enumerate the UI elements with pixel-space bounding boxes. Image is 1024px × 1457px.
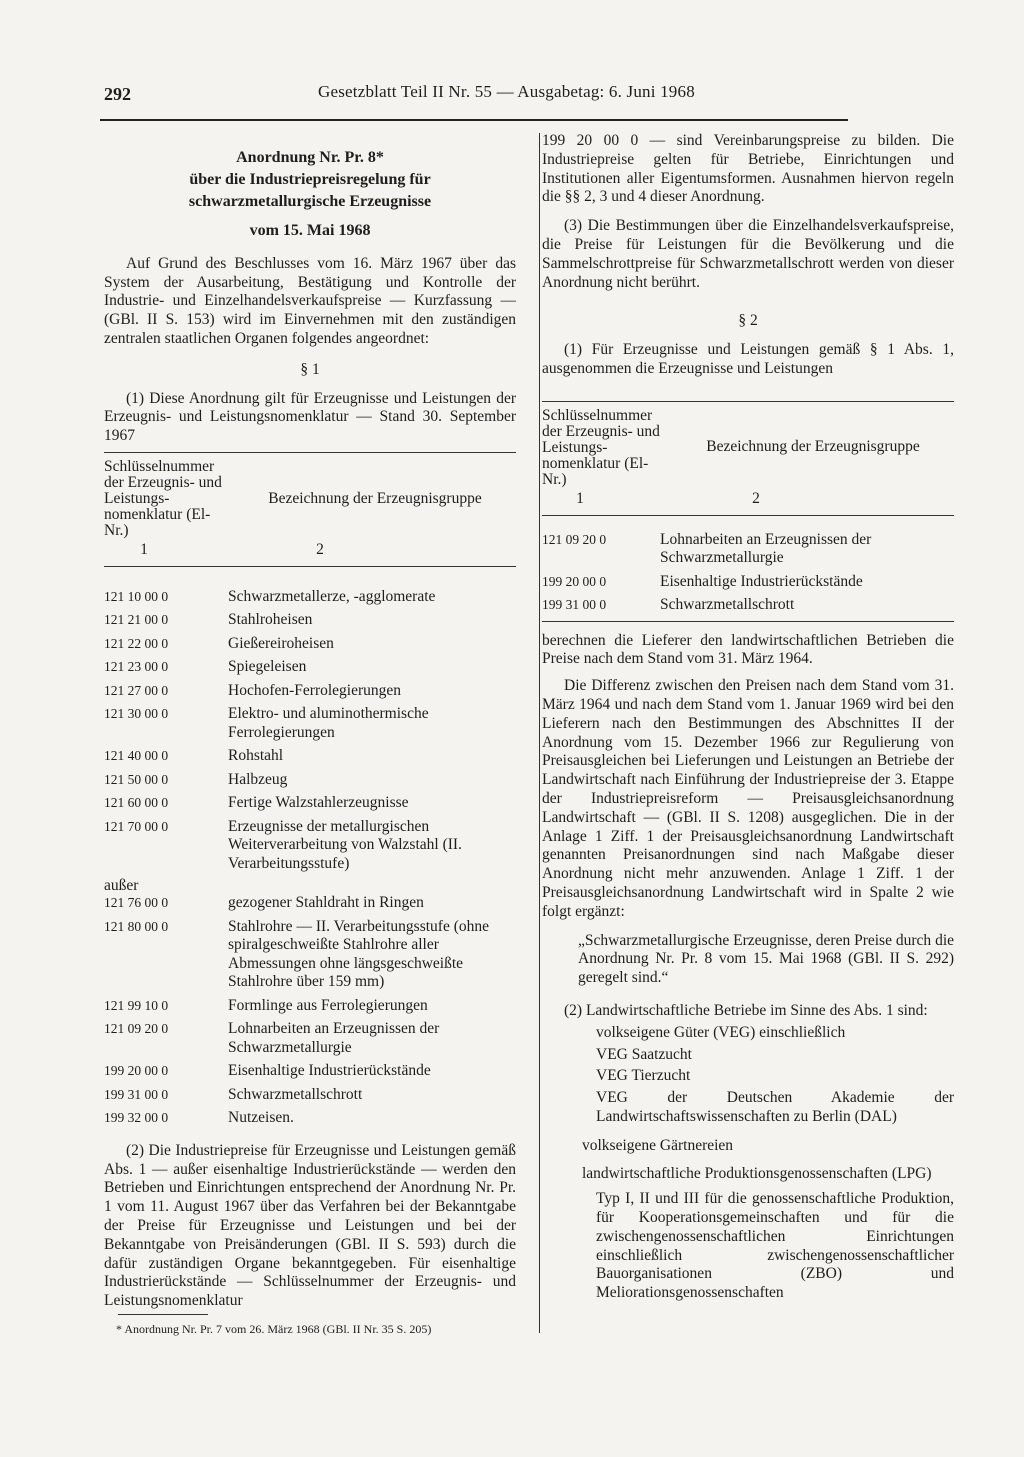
section-1-paragraph-1: (1) Diese Anordnung gilt für Erzeugnisse und Leistungen der Erzeugnis- und Leistungsnomenklatur — Stand 30. September 1967	[104, 389, 516, 445]
row-desc: Eisenhaltige Industrierückstände	[228, 1062, 431, 1080]
row-code: 199 20 00 0	[542, 573, 607, 589]
row-code: 121 99 10 0	[104, 997, 169, 1013]
table-row	[104, 918, 516, 992]
table-row	[104, 705, 516, 742]
row-code: 199 20 00 0	[104, 1063, 169, 1079]
left-table	[104, 459, 516, 1128]
table-header-rule	[104, 566, 516, 567]
right-table-header-numbers	[542, 490, 954, 509]
row-desc: Stahlrohre — II. Verarbeitungsstufe (ohne spiralgeschweißte Stahlrohre aller Abmessungen ohne längsgeschweißte Stahlrohre über 159 mm)	[228, 917, 489, 991]
table-top-rule	[104, 452, 516, 453]
table-col-number-1: 1	[140, 540, 148, 558]
row-desc: Schwarzmetallschrott	[228, 1085, 363, 1103]
row-desc: Lohnarbeiten an Erzeugnissen der Schwarzmetallurgie	[660, 530, 872, 567]
table-row	[104, 1086, 516, 1105]
table-row	[104, 588, 516, 607]
table-row	[104, 771, 516, 790]
right-table-bottom-rule	[542, 621, 954, 622]
ordinance-date: vom 15. Mai 1968	[249, 222, 371, 239]
section-1-paragraph-3: (3) Die Bestimmungen über die Einzelhandelsverkaufspreise, die Preise für Leistungen für die Bevölkerung und die Sammelschrottpreise für Schwarzmetallschrott werden von dieser Anordnung nicht berührt.	[542, 217, 954, 291]
after-table-paragraph: berechnen die Lieferer den landwirtschaftlichen Betrieben die Preise nach dem Stand vom 31. März 1964.	[542, 631, 954, 668]
section-2-paragraph-1: (1) Für Erzeugnisse und Leistungen gemäß § 1 Abs. 1, ausgenommen die Erzeugnisse und Leistungen	[542, 341, 954, 377]
table-row	[104, 794, 516, 813]
table-header	[104, 459, 516, 539]
section-2-heading: § 2	[738, 312, 758, 330]
list-item: VEG Tierzucht	[596, 1067, 691, 1085]
row-desc: Elektro- und aluminothermische Ferrolegierungen	[228, 705, 429, 741]
table-header-numbers	[104, 541, 516, 560]
row-desc: Hochofen-Ferrolegierungen	[228, 681, 402, 699]
page-number: 292	[104, 84, 131, 104]
right-table-header-col-1: Schlüsselnummer der Erzeugnis- und Leistungs- nomenklatur (El-Nr.)	[542, 406, 660, 488]
list-item: volkseigene Güter (VEG) einschließlich	[596, 1023, 846, 1041]
ausser-note: außer	[104, 877, 139, 895]
table-header-col-2: Bezeichnung der Erzeugnisgruppe	[268, 489, 482, 507]
quoted-amendment: „Schwarzmetallurgische Erzeugnisse, deren Preise durch die Anordnung Nr. Pr. 8 vom 15. Mai 1968 (GBl. II S. 292) geregelt sind.“	[578, 931, 954, 987]
footnote: * Anordnung Nr. Pr. 7 vom 26. März 1968 (GBl. II Nr. 35 S. 205)	[116, 1322, 432, 1336]
footnote-rule	[118, 1314, 208, 1315]
row-code: 121 40 00 0	[104, 748, 169, 764]
table-row	[104, 1109, 516, 1128]
ordinance-title-line-3: schwarzmetallurgische Erzeugnisse	[188, 193, 432, 210]
row-code: 121 70 00 0	[104, 818, 169, 834]
table-row	[104, 658, 516, 677]
row-code: 199 31 00 0	[542, 597, 607, 613]
table-row	[542, 573, 954, 592]
table-row	[542, 596, 954, 615]
row-desc: Formlinge aus Ferrolegierungen	[228, 996, 428, 1014]
row-desc: Schwarzmetallschrott	[660, 596, 795, 614]
row-code: 121 21 00 0	[104, 612, 169, 628]
right-table-col-number-1: 1	[576, 489, 584, 507]
row-desc: Fertige Walzstahlerzeugnisse	[228, 794, 409, 812]
row-code: 121 30 00 0	[104, 706, 169, 722]
row-code: 121 09 20 0	[104, 1021, 169, 1037]
row-code: 121 60 00 0	[104, 795, 169, 811]
list-item: landwirtschaftliche Produktionsgenossenschaften (LPG)	[582, 1165, 932, 1183]
row-desc: Lohnarbeiten an Erzeugnissen der Schwarzmetallurgie	[228, 1020, 440, 1056]
right-table-header	[542, 408, 954, 488]
table-row	[104, 635, 516, 654]
row-desc: Erzeugnisse der metallurgischen Weiterverarbeitung von Walzstahl (II. Verarbeitungsstufe)	[228, 817, 462, 872]
row-code: 199 31 00 0	[104, 1086, 169, 1102]
header-rule	[100, 119, 848, 121]
difference-paragraph: Die Differenz zwischen den Preisen nach dem Stand vom 31. März 1964 und nach dem Stand vom 1. Januar 1969 wird bei den Lieferern nach den Bestimmungen des Abschnittes II der Anordnung vom 15. Dezember 1966 zur Regulierung von Preisausgleichen bei Lieferungen und Leistungen an Betriebe der Landwirtschaft nach Einführung der Industriepreise der 3. Etappe der Industriepreisreform — Preisausgleichsanordnung Landwirtschaft — (GBl. II S. 1208) ausgeglichen. Die in der Anlage 1 Ziff. 1 der Preisausgleichsanordnung Landwirtschaft genannten Preisanordnungen sind nach Maßgabe dieser Anordnung nicht mehr anzuwenden. Anlage 1 Ziff. 1 der Preisausgleichsanordnung Landwirtschaft wird in Spalte 2 wie folgt ergänzt:	[542, 677, 954, 920]
table-header-col-1: Schlüsselnummer der Erzeugnis- und Leistungs- nomenklatur (El-Nr.)	[104, 457, 222, 539]
row-code: 121 09 20 0	[542, 531, 607, 547]
right-column	[542, 132, 954, 1303]
right-table-header-col-2: Bezeichnung der Erzeugnisgruppe	[706, 438, 920, 456]
section-2-paragraph-2: (2) Landwirtschaftliche Betriebe im Sinne des Abs. 1 sind:	[564, 1001, 928, 1019]
right-table-col-number-2: 2	[752, 489, 760, 507]
list-item: VEG der Deutschen Akademie der Landwirtschaftswissenschaften zu Berlin (DAL)	[596, 1089, 954, 1125]
list-item: Typ I, II und III für die genossenschaftliche Produktion, für Kooperationsgemeinschaften und für die zwischengenossenschaftlichen Einrichtungen einschließlich zwischengenossenschaftlicher Bauorganisationen (ZBO) und Meliorationsgenossenschaften	[596, 1190, 954, 1302]
intro-paragraph: Auf Grund des Beschlusses vom 16. März 1967 über das System der Ausarbeitung, Bestätigung und Kontrolle der Industrie- und Einzelhandelsverkaufspreise — Kurzfassung — (GBl. II S. 153) wird im Einvernehmen mit den zuständigen zentralen staatlichen Organen folgendes angeordnet:	[104, 254, 516, 347]
ordinance-title-line-1: Anordnung Nr. Pr. 8*	[236, 149, 384, 166]
table-row	[104, 894, 516, 913]
row-desc: Halbzeug	[228, 770, 288, 788]
list-item: volkseigene Gärtnereien	[582, 1136, 734, 1154]
row-desc: Stahlroheisen	[228, 611, 313, 629]
row-desc: Nutzeisen.	[228, 1109, 294, 1127]
table-row	[104, 1062, 516, 1081]
table-row	[104, 1020, 516, 1057]
row-desc: Gießereiroheisen	[228, 634, 334, 652]
section-1-paragraph-2-continued: 199 20 00 0 — sind Vereinbarungspreise zu bilden. Die Industriepreise gelten für Betriebe, Einrichtungen und Institutionen aller Eigentumsformen. Ausnahmen hiervon regeln die §§ 2, 3 und 4 dieser Anordnung.	[542, 132, 954, 206]
row-code: 121 76 00 0	[104, 895, 169, 911]
running-header: Gesetzblatt Teil II Nr. 55 — Ausgabetag: 6. Juni 1968	[318, 82, 695, 101]
row-code: 121 27 00 0	[104, 682, 169, 698]
table-row	[104, 997, 516, 1016]
row-code: 121 80 00 0	[104, 918, 169, 934]
row-code: 199 32 00 0	[104, 1110, 169, 1126]
section-1-paragraph-2: (2) Die Industriepreise für Erzeugnisse und Leistungen gemäß Abs. 1 — außer eisenhaltige Industrierückstände — werden den Betrieben und Einrichtungen entsprechend der Anordnung Nr. Pr. 1 vom 11. August 1967 über das Verfahren bei der Bekanntgabe der Preise für Erzeugnisse und Leistungen und bei der Bekanntgabe von Preisänderungen (GBl. II S. 593) durch die dafür zuständigen Organe bekanntgegeben. Für eisenhaltige Industrierückstände — Schlüsselnummer der Erzeugnis- und Leistungsnomenklatur	[104, 1141, 516, 1310]
table-row	[104, 611, 516, 630]
row-code: 121 22 00 0	[104, 635, 169, 651]
section-1-heading: § 1	[300, 360, 320, 378]
list-item: VEG Saatzucht	[596, 1045, 692, 1063]
ordinance-title-line-2: über die Industriepreisregelung für	[189, 171, 431, 188]
row-desc: Eisenhaltige Industrierückstände	[660, 572, 863, 590]
row-desc: Spiegeleisen	[228, 658, 307, 676]
table-row	[542, 531, 954, 568]
row-desc: gezogener Stahldraht in Ringen	[228, 894, 424, 912]
row-code: 121 50 00 0	[104, 771, 169, 787]
left-column	[104, 145, 516, 1311]
row-code: 121 10 00 0	[104, 588, 169, 604]
row-desc: Schwarzmetallerze, -agglomerate	[228, 587, 436, 605]
table-row	[104, 818, 516, 874]
column-divider	[539, 133, 540, 1333]
row-code: 121 23 00 0	[104, 659, 169, 675]
row-desc: Rohstahl	[228, 747, 284, 765]
table-row	[104, 682, 516, 701]
right-table	[542, 408, 954, 622]
right-table-header-rule	[542, 515, 954, 516]
table-row	[104, 747, 516, 766]
right-table-top-rule	[542, 401, 954, 402]
table-col-number-2: 2	[316, 540, 324, 558]
